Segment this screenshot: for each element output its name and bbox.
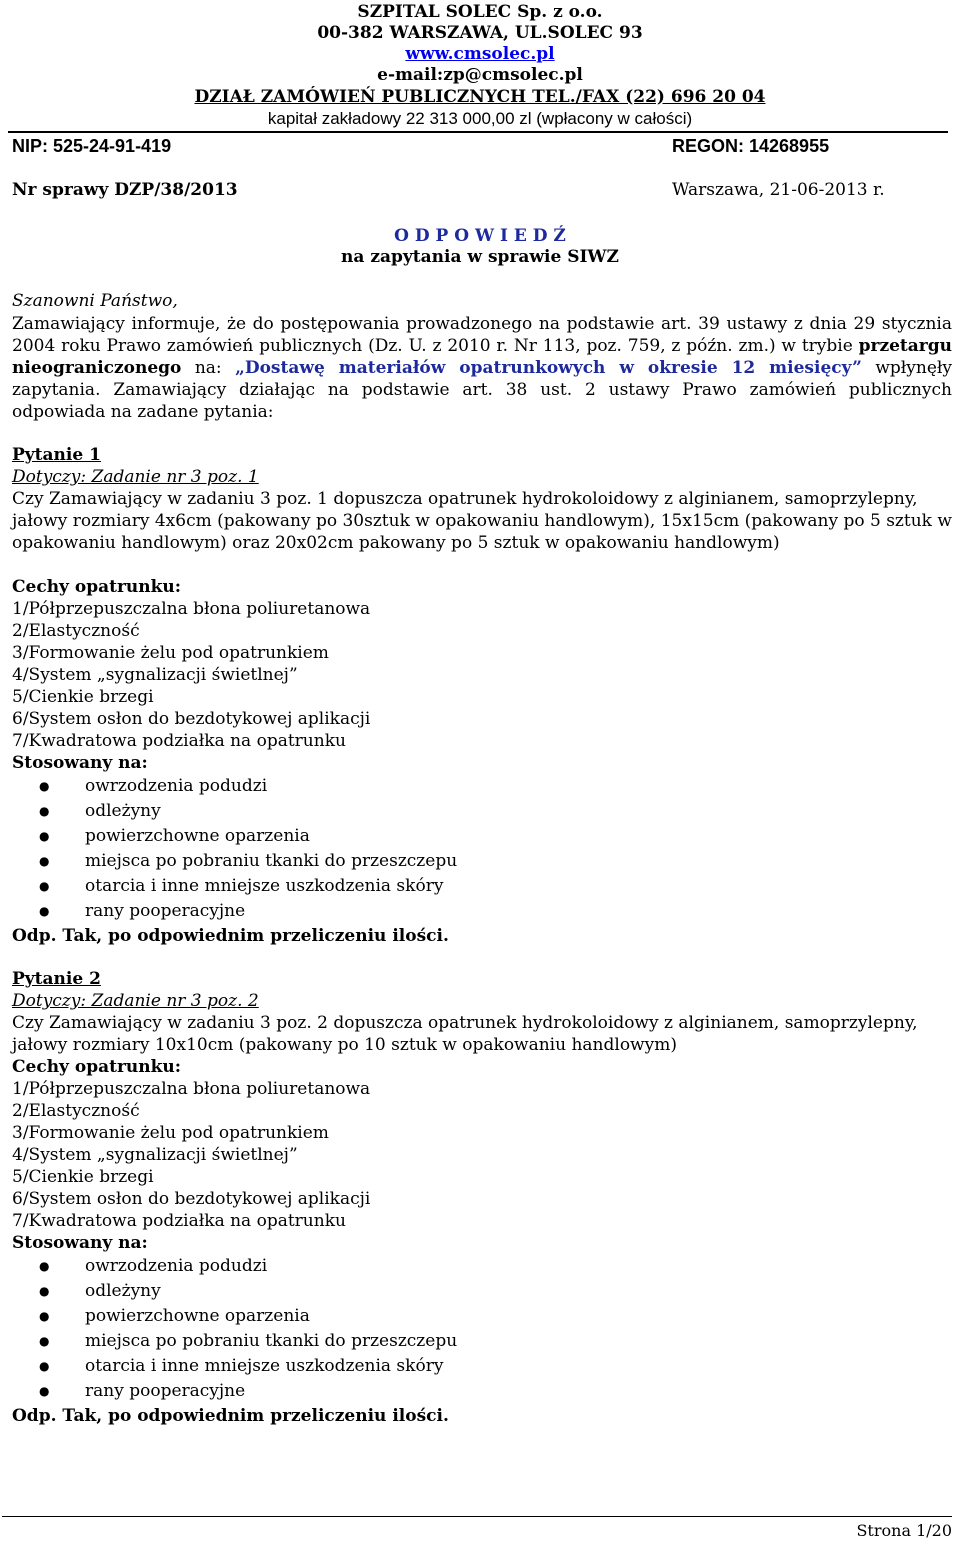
question-2-text: Czy Zamawiający w zadaniu 3 poz. 2 dopuszcza opatrunek hydrokoloidowy z alginianem, samoprzylepny, jałowy rozmiary 10x10cm (pakowany po 10 sztuk w opakowaniu handlowym): [12, 1013, 918, 1055]
question-1-feature: 7/Kwadratowa podziałka na opatrunku: [12, 731, 346, 751]
intro-text-3: wpłynęły zapytania. Zamawiający działając na podstawie art. 38 ust. 2 ustawy Prawo zamówień publicznych odpowiada na zadane pytania:: [12, 358, 952, 422]
list-item: rany pooperacyjne: [85, 1381, 246, 1401]
regon-number: REGON: 14268955: [672, 136, 830, 156]
list-item: odleżyny: [85, 801, 161, 821]
question-1-feature: 2/Elastyczność: [12, 621, 140, 641]
question-1-concerns: Dotyczy: Zadanie nr 3 poz. 1: [12, 467, 259, 487]
email-address: e-mail:zp@cmsolec.pl: [377, 65, 583, 85]
question-1-feature: 3/Formowanie żelu pod opatrunkiem: [12, 643, 329, 663]
question-2-answer: Odp. Tak, po odpowiednim przeliczeniu ilości.: [12, 1406, 449, 1426]
place-date: Warszawa, 21-06-2013 r.: [672, 180, 885, 200]
document-title: O D P O W I E D Ź: [394, 226, 566, 246]
header-divider: [8, 131, 948, 133]
question-2-feature: 6/System osłon do bezdotykowej aplikacji: [12, 1189, 371, 1209]
procurement-subject: „Dostawę materiałów opatrunkowych w okresie 12 miesięcy”: [235, 358, 862, 378]
question-1-feature: 5/Cienkie brzegi: [12, 687, 154, 707]
list-item: otarcia i inne mniejsze uszkodzenia skóry: [85, 1356, 444, 1376]
list-item: odleżyny: [85, 1281, 161, 1301]
list-item: owrzodzenia podudzi: [85, 1256, 268, 1276]
question-1-feature: 4/System „sygnalizacji świetlnej”: [12, 665, 298, 685]
list-item: miejsca po pobraniu tkanki do przeszczepu: [85, 851, 458, 871]
list-item: powierzchowne oparzenia: [85, 826, 310, 846]
list-item: otarcia i inne mniejsze uszkodzenia skóry: [85, 876, 444, 896]
procurement-mode: przetargu nieograniczonego: [12, 336, 952, 378]
question-1-answer: Odp. Tak, po odpowiednim przeliczeniu ilości.: [12, 926, 449, 946]
salutation: Szanowni Państwo,: [12, 291, 178, 311]
nip-number: NIP: 525-24-91-419: [12, 136, 172, 156]
list-item: powierzchowne oparzenia: [85, 1306, 310, 1326]
intro-text-2: na:: [181, 358, 236, 378]
company-name: SZPITAL SOLEC Sp. z o.o.: [357, 2, 603, 22]
page-footer: [2, 1516, 952, 1540]
list-item: rany pooperacyjne: [85, 901, 246, 921]
question-2-used-label: Stosowany na:: [12, 1233, 148, 1253]
question-1-feature: 1/Półprzepuszczalna błona poliuretanowa: [12, 599, 371, 619]
case-number: Nr sprawy DZP/38/2013: [12, 180, 238, 200]
website-link[interactable]: www.cmsolec.pl: [405, 44, 555, 64]
question-1-heading: Pytanie 1: [12, 445, 101, 465]
intro-paragraph: [12, 313, 952, 423]
company-capital: kapitał zakładowy 22 313 000,00 zl (wpłacony w całości): [267, 109, 693, 128]
intro-text-1: Zamawiający informuje, że do postępowania prowadzonego na podstawie art. 39 ustawy z dnia 29 stycznia 2004 roku Prawo zamówień publicznych (Dz. U. z 2010 r. Nr 113, poz. 759, z późn. zm.) w trybie: [12, 314, 952, 356]
question-1-feature: 6/System osłon do bezdotykowej aplikacji: [12, 709, 371, 729]
page-number: Strona 1/20: [856, 1521, 952, 1540]
list-item: owrzodzenia podudzi: [85, 776, 268, 796]
question-1-used-label: Stosowany na:: [12, 753, 148, 773]
question-1-text: Czy Zamawiający w zadaniu 3 poz. 1 dopuszcza opatrunek hydrokoloidowy z alginianem, samoprzylepny, jałowy rozmiary 4x6cm (pakowany po 30sztuk w opakowaniu handlowym), 15x15cm (pakowany po 5 sztuk w opakowaniu handlowym) oraz 20x02cm pakowany po 5 sztuk w opakowaniu handlowym): [12, 489, 952, 553]
department-contact: DZIAŁ ZAMÓWIEŃ PUBLICZNYCH TEL./FAX (22) 696 20 04: [194, 87, 766, 107]
question-2-feature: 2/Elastyczność: [12, 1101, 140, 1121]
question-2-features-label: Cechy opatrunku:: [12, 1057, 182, 1077]
website-row: [0, 44, 960, 64]
question-2-feature: 3/Formowanie żelu pod opatrunkiem: [12, 1123, 329, 1143]
question-2-feature: 4/System „sygnalizacji świetlnej”: [12, 1145, 298, 1165]
list-item: miejsca po pobraniu tkanki do przeszczepu: [85, 1331, 458, 1351]
document-subtitle: na zapytania w sprawie SIWZ: [341, 247, 619, 267]
question-2-concerns: Dotyczy: Zadanie nr 3 poz. 2: [12, 991, 259, 1011]
department-row: [0, 87, 960, 107]
question-2-feature: 1/Półprzepuszczalna błona poliuretanowa: [12, 1079, 371, 1099]
company-address: 00-382 WARSZAWA, UL.SOLEC 93: [317, 23, 643, 43]
question-2-feature: 7/Kwadratowa podziałka na opatrunku: [12, 1211, 346, 1231]
question-2-feature: 5/Cienkie brzegi: [12, 1167, 154, 1187]
question-2-heading: Pytanie 2: [12, 969, 101, 989]
question-1-features-label: Cechy opatrunku:: [12, 577, 182, 597]
